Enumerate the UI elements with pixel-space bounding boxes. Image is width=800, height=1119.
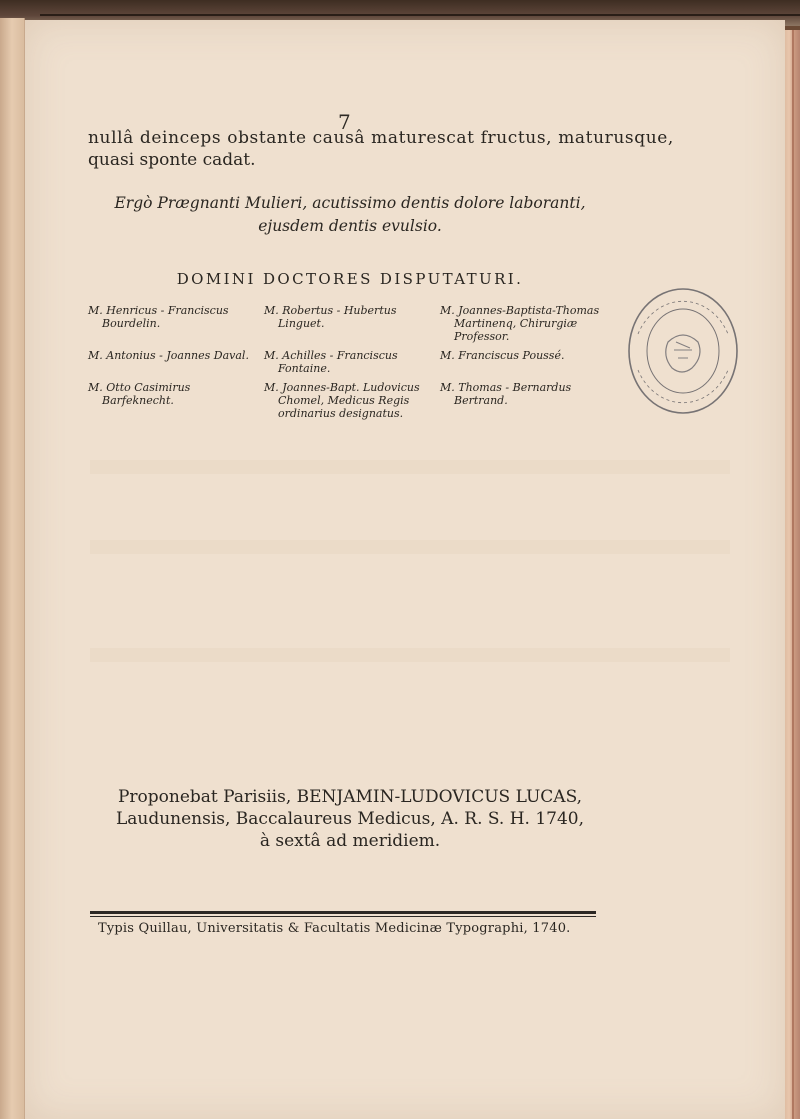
page (24, 20, 785, 1119)
doctor-entry: M. Joannes-Baptista-Thomas Martinenq, Chirurgiæ Professor. (440, 304, 600, 343)
imprint-rule (90, 911, 596, 914)
doctor-entry: M. Robertus - Hubertus Linguet. (264, 304, 397, 330)
doctor-entry: M. Thomas - Bernardus Bertrand. (440, 381, 572, 407)
right-page-edge-line (792, 30, 794, 1119)
left-page-edge (0, 18, 25, 1119)
doctor-entry: M. Antonius - Joannes Daval. (88, 349, 249, 362)
binding-line (40, 14, 800, 16)
printer-imprint: Typis Quillau, Universitatis & Facultatis Medicinæ Typographi, 1740. (98, 921, 571, 936)
proponebat-block (80, 786, 620, 852)
text-line: quasi sponte cadat. (88, 150, 256, 170)
doctor-entry: M. Henricus - Franciscus Bourdelin. (88, 304, 229, 330)
show-through (90, 540, 730, 554)
doctors-list (88, 304, 628, 420)
page-number: 7 (338, 110, 351, 134)
thesis-question (90, 192, 610, 238)
proponebat-line: à sextâ ad meridiem. (259, 831, 441, 851)
doctor-entry: M. Franciscus Poussé. (440, 349, 565, 362)
proponebat-line: Proponebat Parisiis, BENJAMIN-LUDOVICUS LUCAS, (117, 787, 583, 807)
library-stamp (624, 284, 742, 418)
section-title: DOMINI DOCTORES DISPUTATURI. (176, 270, 524, 288)
doctor-entry: M. Joannes-Bapt. Ludovicus Chomel, Medicus Regis ordinarius designatus. (264, 381, 420, 420)
thesis-line: ejusdem dentis evulsio. (258, 217, 442, 235)
text-line: nullâ deinceps obstante causâ maturescat fructus, maturusque, (88, 128, 674, 148)
thesis-line: Ergò Prægnanti Mulieri, acutissimo dentis dolore laboranti, (114, 194, 586, 212)
show-through (90, 460, 730, 474)
proponebat-line: Laudunensis, Baccalaureus Medicus, A. R. S. H. 1740, (115, 809, 585, 829)
show-through (90, 648, 730, 662)
imprint-rule-thin (90, 916, 596, 917)
doctor-entry: M. Otto Casimirus Barfeknecht. (88, 381, 191, 407)
doctor-entry: M. Achilles - Franciscus Fontaine. (264, 349, 398, 375)
